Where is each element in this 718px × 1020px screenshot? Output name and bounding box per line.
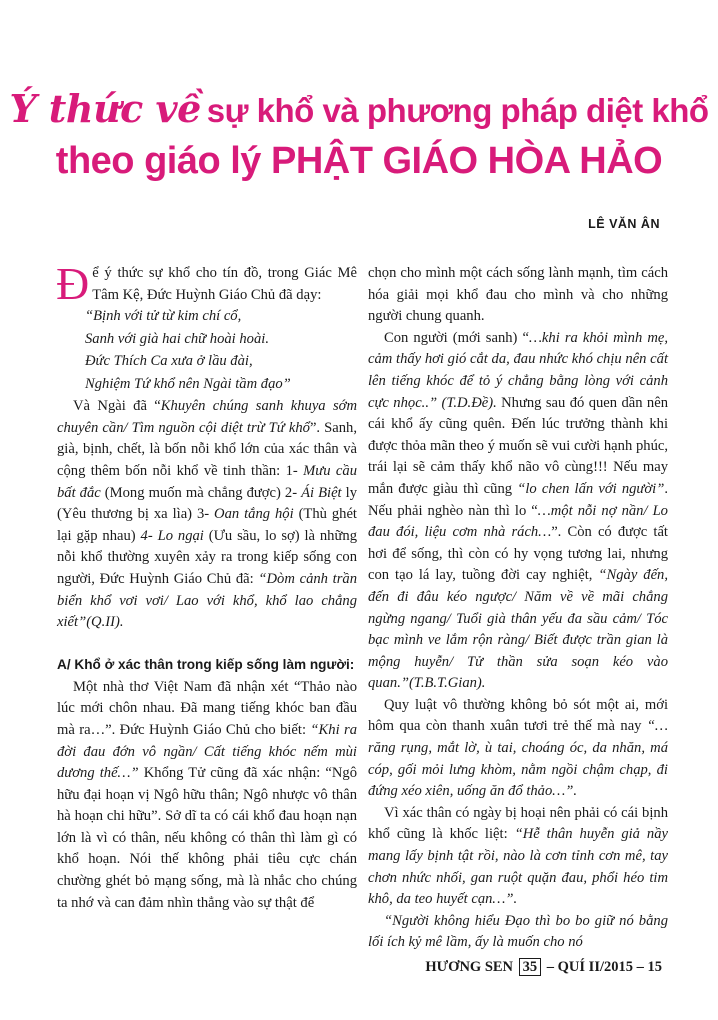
verse-line: Sanh với già hai chữ hoài hoài. — [85, 330, 269, 347]
page-number: 15 — [647, 959, 662, 975]
quote: “lo chen lấn với người” — [517, 480, 665, 497]
quote: “…răng rụng, mắt lờ, ù tai, choáng óc, da nhăn, má cóp, gối mỏi lưng khòm, nằm ngồi chậm chạp, đi đứng xéo xiên, uống ăn đổ thảo…”. — [368, 718, 668, 800]
paragraph — [57, 677, 357, 915]
term: 4- Lo ngại — [140, 527, 204, 544]
paragraph — [368, 803, 668, 911]
left-column — [56, 258, 358, 914]
citation: (Q.II). — [86, 614, 124, 631]
author-name: LÊ VĂN ÂN — [588, 217, 660, 231]
text: (Thù ghét lại gặp nhau) — [57, 506, 357, 544]
right-column — [368, 263, 668, 954]
paragraph — [368, 328, 668, 695]
dropcap: Đ — [56, 258, 90, 309]
text: ”. Còn có được tất hơi để sống, thì còn có hy vọng tương lai, nhưng con tạo lá lay, tuồng đời cay nghiệt, — [368, 524, 668, 584]
article-title-line1 — [0, 86, 718, 131]
text: Một nhà thơ Việt Nam đã nhận xét “Thảo nào lúc mới chôn nhau. Đã mang tiếng khóc ban đầu mà ra…”. Đức Huỳnh Giáo Chủ cho biết: — [57, 678, 357, 738]
term: Oan tắng hội — [214, 506, 294, 523]
text: Nhưng sau đó quen dần nên cái khổ ấy cũng quên. Đến lúc trưởng thành khi được thỏa mãn theo ý muốn sẽ vui cười hạnh phúc, trái lại sẽ cảm thấy khổ não vô cùng!!! Nếu may mắn được giàu thì cũng — [368, 394, 668, 497]
verse-line: Nghiệm Tứ khổ nên Ngài tầm đạo” — [85, 375, 291, 392]
title-rest: sự khổ và phương pháp diệt khổ — [206, 92, 709, 129]
text: ly (Yêu thương bị xa lìa) 3- — [57, 484, 357, 523]
text: (Mong muốn mà chẳng được) 2- — [100, 484, 302, 501]
text: Và Ngài đã “ — [73, 398, 161, 415]
verse-line: “Bịnh với tử từ kim chí cổ, — [85, 308, 242, 325]
term: Ái Biệt — [301, 484, 342, 501]
quote: …một nỗi nợ nần/ Lo đau đói, liệu cơm nhà rách… — [368, 502, 668, 541]
intro-paragraph — [56, 258, 357, 309]
article-title-line2: theo giáo lý PHẬT GIÁO HÒA HẢO — [55, 140, 663, 182]
paragraph — [368, 695, 668, 803]
issue-number: 35 — [519, 958, 542, 976]
text: ”. Sanh, già, bịnh, chết, là bốn nỗi khổ lớn của xác thân và cộng thêm bốn nỗi khổ về tinh thần: 1- — [57, 419, 357, 479]
quote: “Hễ thân huyễn giả nầy mang lấy bịnh tật rồi, nào là cơn tỉnh cơn mê, tay chơn nhức nhối, gan ruột quặn đau, phổi héo tim khô, da teo huyết cạn…”. — [368, 826, 668, 908]
verse-line: Đức Thích Ca xưa ở lầu đài, — [85, 353, 253, 370]
quote: “Ngày đến, đến đi đâu kéo ngược/ Năm về về mãi chẳng ngừng ngang/ Tuổi già thân yếu đa sầu cảm/ Tóc bạc mình ve lắm rộn ràng/ Biết được trần gian là mộng huyễn/ Tử thần sửa soạn kéo vào quan.”(T.B.T.Gian). — [368, 567, 668, 692]
section-heading: A/ Khổ ở xác thân trong kiếp sống làm người: — [57, 656, 355, 672]
quote: …khi ra khỏi mình mẹ, cảm thấy hơi gió cắt da, đau nhức khó chịu nên cất lên tiếng khóc để tỏ ý chẳng bằng lòng với cảnh cực nhọc..” (T.D.Đề). — [368, 329, 668, 411]
paragraph — [57, 396, 357, 634]
issue-period: – QUÍ II/2015 – — [546, 959, 644, 975]
magazine-name: HƯƠNG SEN — [425, 959, 514, 975]
paragraph: chọn cho mình một cách sống lành mạnh, tìm cách hóa giải mọi khổ đau cho mình và cho những người chung quanh. — [368, 265, 668, 325]
text: . Nếu phải nghèo nàn thì lo “ — [368, 480, 669, 519]
term: Mưu cầu bất đắc — [57, 462, 357, 501]
text: (Ưu sầu, lo sợ) là những nỗi khổ thường xuyên xảy ra trong kiếp sống con người, Đức Huỳnh Giáo Chủ đã: — [57, 527, 357, 587]
paragraph — [368, 911, 668, 954]
quote: “Dòm cảnh trần biển khổ vơi vơi/ Lao với khổ, khổ lao chẳng xiết” — [57, 570, 358, 631]
quote: “Người không hiểu Đạo thì bo bo giữ nó bằng lối ích kỷ mê lầm, ấy là muốn cho nó — [368, 912, 668, 951]
text: Quy luật vô thường không bỏ sót một ai, mới hôm qua còn thanh xuân tươi trẻ thế mà nay — [368, 696, 668, 735]
page-footer — [425, 958, 662, 976]
quote: Khuyên chúng sanh khuya sớm chuyên cần/ Tìm nguồn cội diệt trừ Tứ khổ — [57, 398, 357, 436]
quote: “Khi ra đời đau đớn vô ngần/ Cất tiếng khóc nếm mùi dương thế…” — [57, 721, 357, 782]
intro-text: ể ý thức sự khổ cho tín đồ, trong Giác Mê Tâm Kệ, Đức Huỳnh Giáo Chủ đã dạy: — [92, 265, 357, 303]
title-script-part: Ý thức về — [9, 86, 201, 131]
text: Con người (mới sanh) “ — [384, 329, 529, 346]
text: Khổng Tử cũng đã xác nhận: “Ngô hữu đại hoạn vị Ngô hữu thân; Ngô nhược vô thân hà hoạn chi hữu”. Sở dĩ ta có cái khổ đau hoạn nạn lớn là vì có thân, nếu không có thân thì làm gì có khổ hoạn. Nói thế không phải tiêu cực chán chường ghét bỏ mạng sống, mà là nhắc cho chúng ta nhớ và can đảm nhìn thẳng vào sự thật để — [57, 765, 357, 911]
text: Vì xác thân có ngày bị hoại nên phải có cái bịnh khổ cũng là khốc liệt: — [368, 804, 668, 843]
verse-block — [57, 306, 357, 396]
